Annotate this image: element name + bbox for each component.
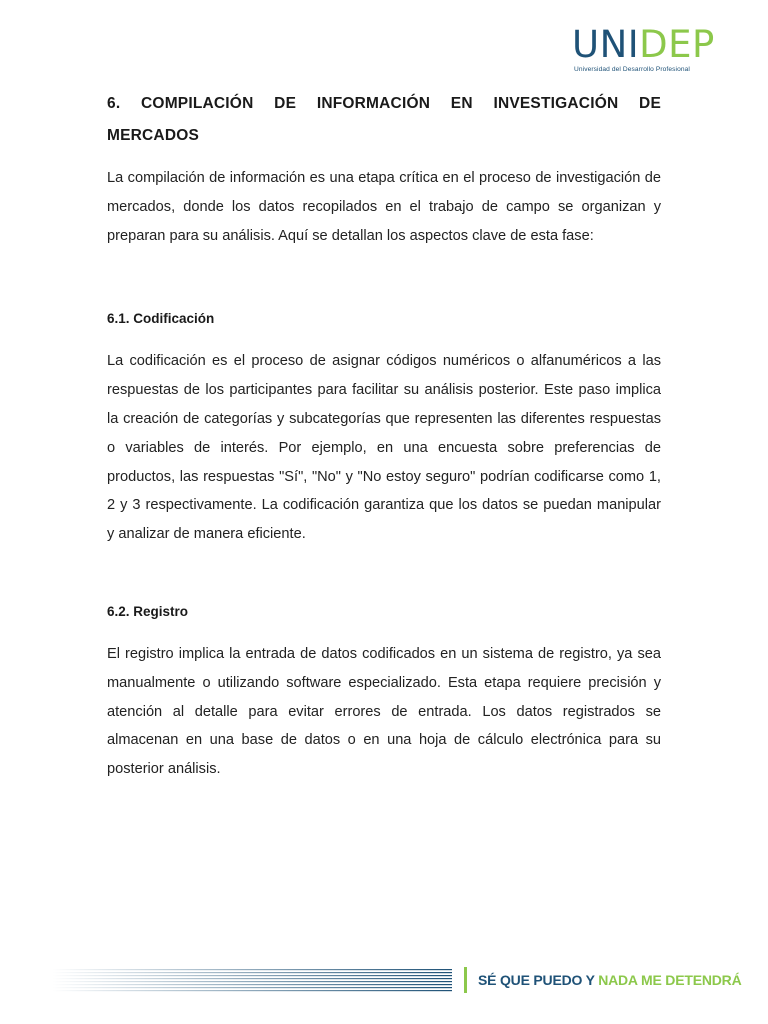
unidep-logo	[572, 23, 718, 76]
document-body	[107, 88, 661, 784]
section-title	[107, 88, 661, 152]
intro-paragraph: La compilación de información es una etapa crítica en el proceso de investigación de mercados, donde los datos recopilados en el trabajo de campo se organizan y preparan para su análisis. Aquí se detallan los aspectos clave de esta fase:	[107, 170, 661, 244]
subsection-heading-codificacion: 6.1. Codificación	[107, 311, 215, 327]
subsection-heading-registro: 6.2. Registro	[107, 603, 189, 619]
page-footer	[0, 962, 768, 1002]
slogan-part1: SÉ QUE PUEDO Y	[478, 972, 599, 988]
codificacion-paragraph: La codificación es el proceso de asignar códigos numéricos o alfanuméricos a las respuestas de los participantes para facilitar su análisis posterior. Este paso implica la creación de categorías y subcategorías que representen las diferentes respuestas o variables de interés. Por ejemplo, en una encuesta sobre preferencias de productos, las respuestas "Sí", "No" y "No estoy seguro" podrían codificarse como 1, 2 y 3 respectivamente. La codificación garantiza que los datos se puedan manipular y analizar de manera eficiente.	[107, 353, 661, 543]
footer-stripes-decoration	[52, 968, 452, 992]
logo-wordmark	[572, 23, 718, 66]
registro-paragraph: El registro implica la entrada de datos codificados en un sistema de registro, ya sea manualmente o utilizando software especializado. Esta etapa requiere precisión y atención al detalle para evitar errores de entrada. Los datos registrados se almacenan en una base de datos o en una hoja de cálculo electrónica para su posterior análisis.	[107, 645, 661, 778]
logo-dep-text: DEP	[639, 23, 715, 66]
footer-slogan	[478, 972, 741, 988]
section-title-line2: MERCADOS	[107, 127, 200, 144]
section-title-line1: 6. COMPILACIÓN DE INFORMACIÓN EN INVESTIGACIÓN DE	[107, 95, 661, 112]
footer-divider	[464, 967, 467, 993]
logo-uni-text: UNI	[572, 23, 640, 66]
logo-subtitle: Universidad del Desarrollo Profesional	[574, 66, 690, 73]
slogan-part2: NADA ME DETENDRÁ	[598, 972, 742, 988]
